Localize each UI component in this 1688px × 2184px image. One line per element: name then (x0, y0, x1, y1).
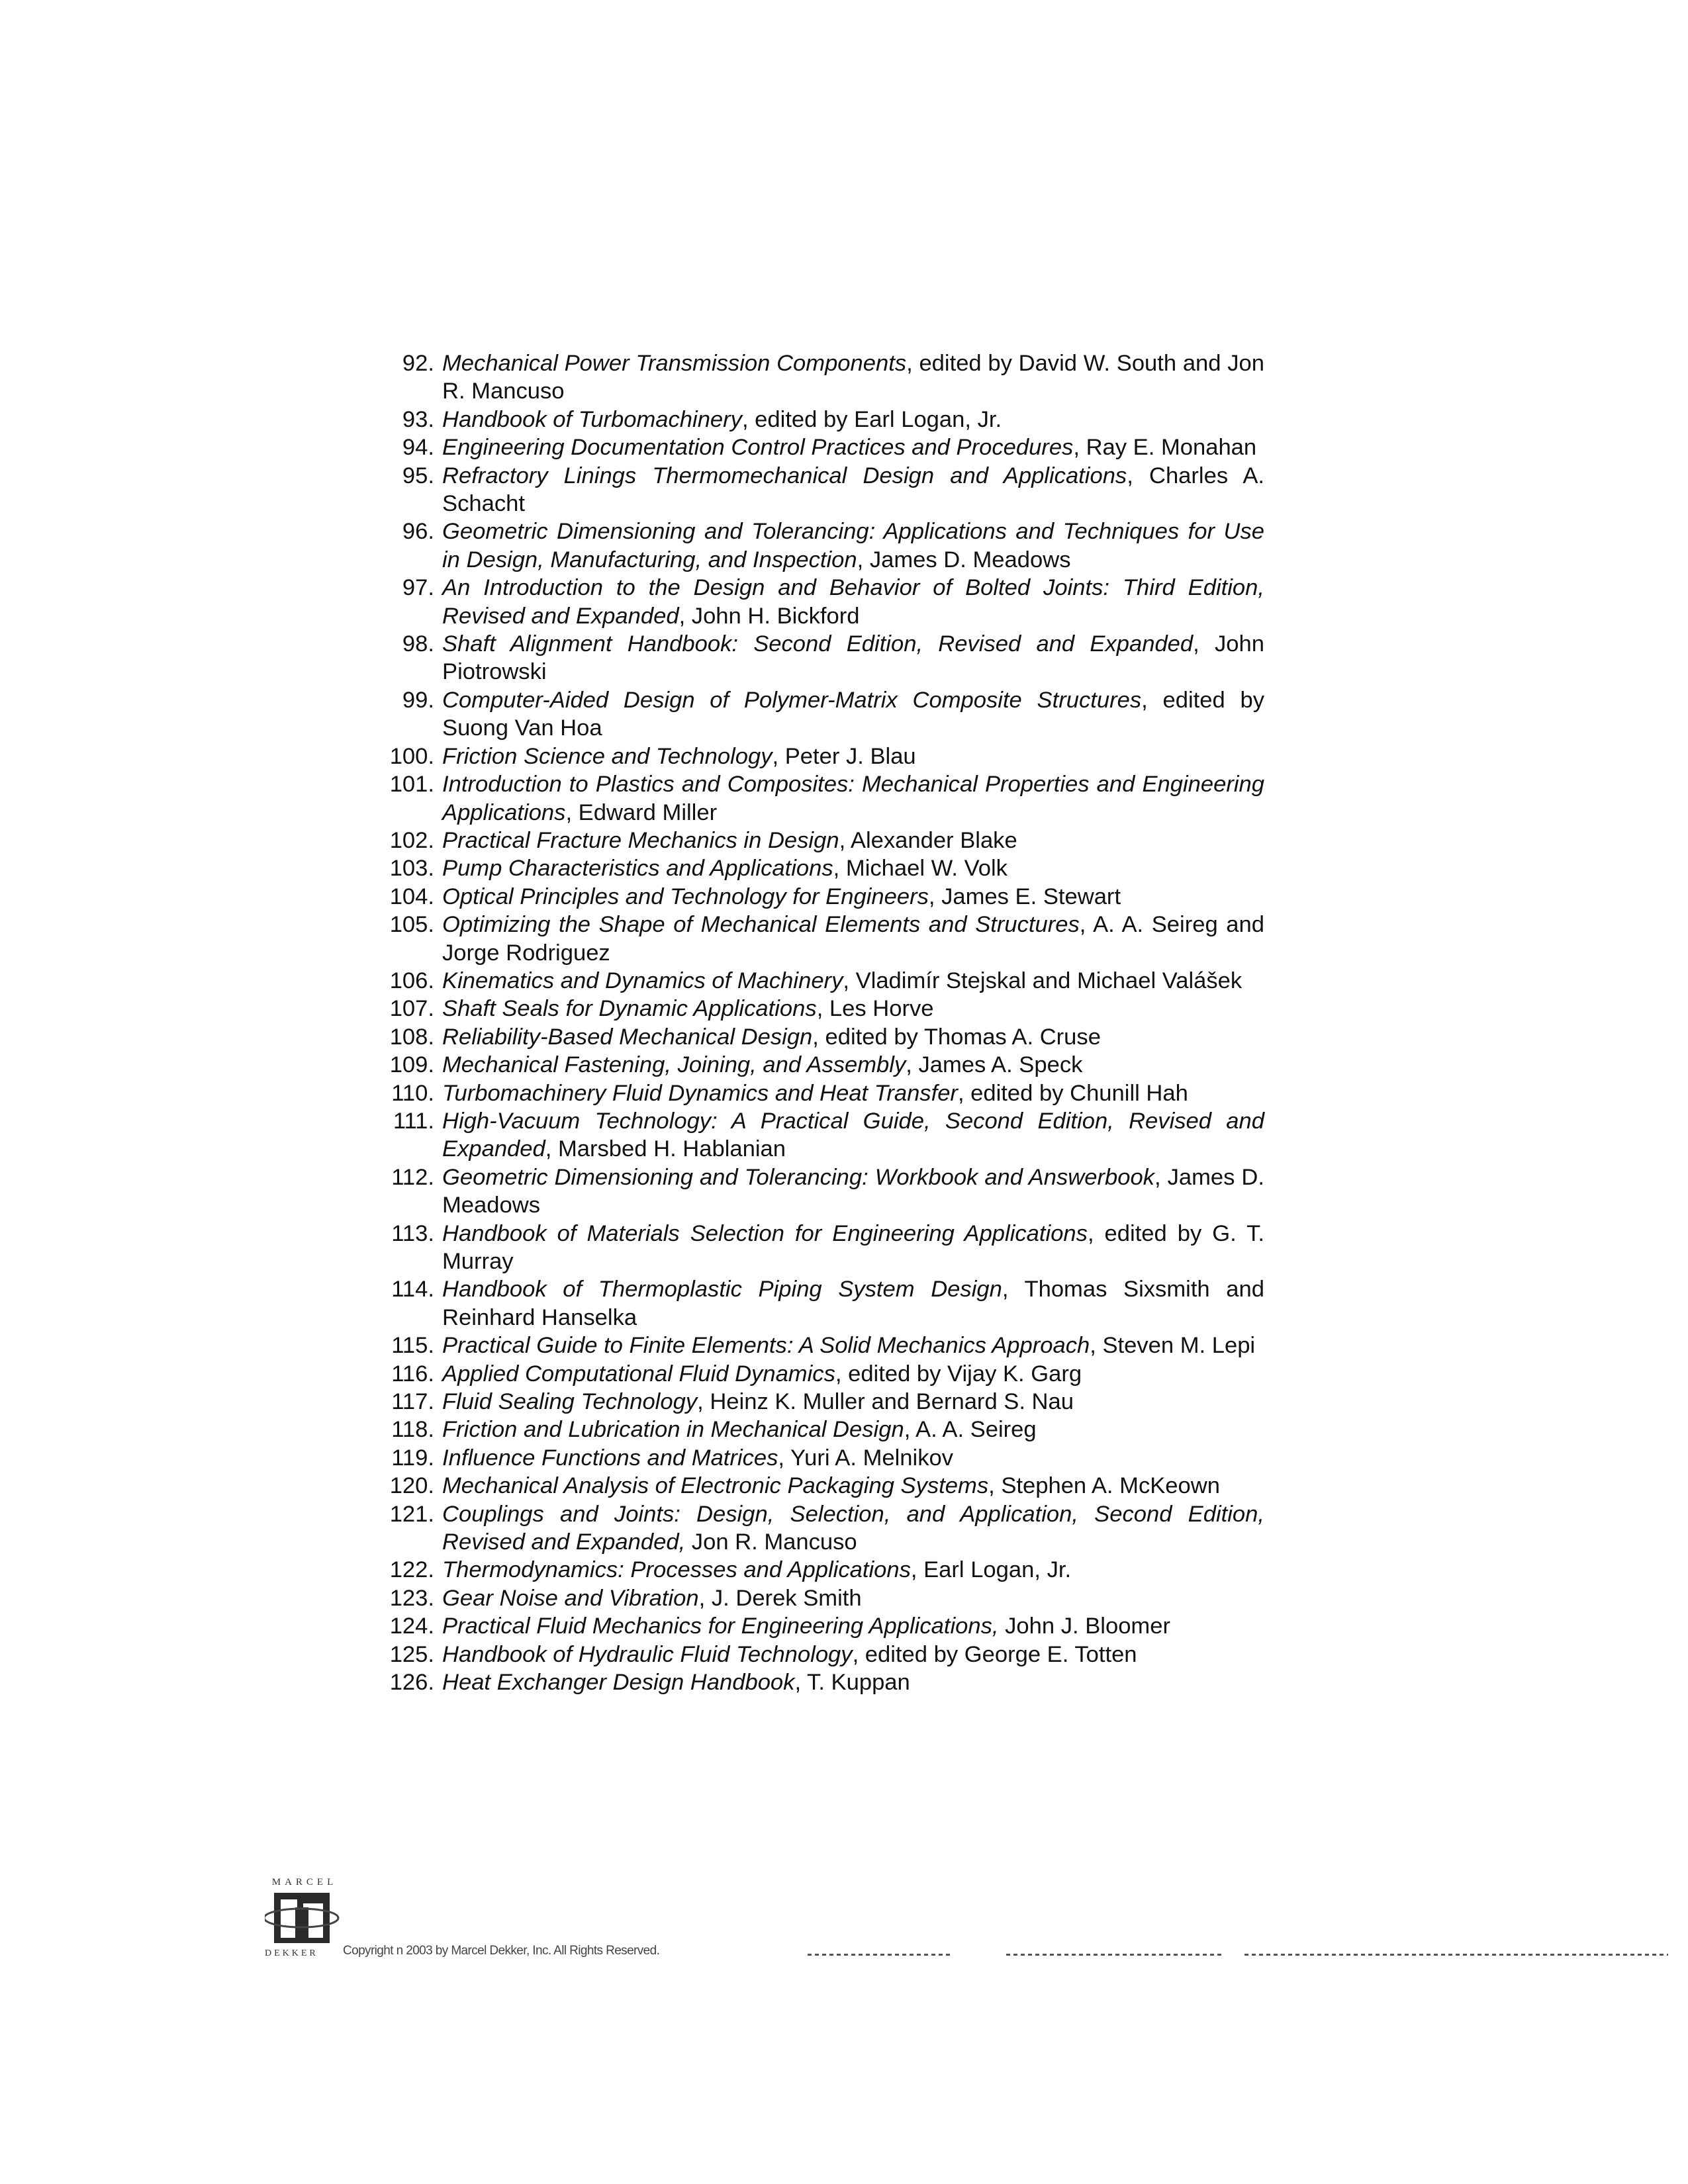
list-item (371, 1051, 1264, 1079)
list-item (371, 1444, 1264, 1472)
entry-authors: , T. Kuppan (794, 1670, 910, 1696)
entry-authors: , edited by Earl Logan, Jr. (741, 406, 1002, 432)
list-item (371, 686, 1264, 743)
list-item (371, 406, 1264, 433)
entry-title: Handbook of Hydraulic Fluid Technology (442, 1641, 853, 1667)
entry-title: Handbook of Thermoplastic Piping System Design (442, 1277, 1002, 1302)
list-item (371, 1275, 1264, 1332)
entry-number: 123. (389, 1585, 434, 1611)
entry-title: Computer-Aided Design of Polymer-Matrix Composite Structures (442, 687, 1142, 713)
entry-number: 125. (389, 1641, 434, 1667)
entry-authors: , Les Horve (816, 996, 934, 1022)
entry-number: 106. (389, 968, 434, 993)
entry-authors: Jon R. Mancuso (685, 1529, 857, 1555)
svg-text:DEKKER: DEKKER (265, 1948, 318, 1958)
entry-authors: , Earl Logan, Jr. (910, 1557, 1072, 1583)
entry-number: 118. (391, 1417, 434, 1443)
publisher-logo (265, 1873, 344, 1959)
list-item (371, 1416, 1264, 1443)
entry-title: An Introduction to the Design and Behavior of Bolted Joints: Third Edition, Revised and Expanded (442, 575, 1264, 629)
entry-authors: , Edward Miller (565, 799, 718, 825)
entry-number: 99. (402, 687, 434, 713)
entry-number: 112. (391, 1164, 434, 1190)
list-item (371, 1360, 1264, 1388)
entry-title: Reliability-Based Mechanical Design (442, 1024, 813, 1050)
list-item (371, 630, 1264, 686)
entry-number: 120. (389, 1473, 434, 1499)
list-item (371, 743, 1264, 770)
entry-number: 103. (389, 856, 434, 882)
entry-authors: , Charles A. Schacht (442, 463, 1265, 517)
list-item (371, 1500, 1264, 1557)
list-item (371, 1584, 1264, 1612)
entry-title: Friction Science and Technology (442, 743, 773, 769)
entry-number: 117. (391, 1389, 434, 1415)
entry-number: 122. (389, 1557, 434, 1583)
list-item (371, 1220, 1264, 1276)
entry-authors: , Alexander Blake (839, 827, 1017, 853)
list-item (371, 1107, 1264, 1163)
entry-authors: , James A. Speck (906, 1052, 1083, 1078)
entry-number: 101. (389, 772, 434, 797)
entry-number: 121. (389, 1501, 434, 1527)
entry-authors: , edited by David W. South and Jon R. Mancuso (442, 351, 1264, 404)
list-item (371, 967, 1264, 995)
entry-number: 115. (391, 1333, 434, 1359)
entry-number: 114. (391, 1277, 434, 1302)
entry-title: Mechanical Analysis of Electronic Packaging Systems (442, 1473, 989, 1499)
entry-title: Geometric Dimensioning and Tolerancing: Workbook and Answerbook (442, 1164, 1154, 1190)
list-item (371, 883, 1264, 911)
entry-title: Practical Fracture Mechanics in Design (442, 827, 839, 853)
entry-title: Influence Functions and Matrices (442, 1445, 778, 1471)
entry-title: Shaft Seals for Dynamic Applications (442, 996, 817, 1022)
copyright-notice: Copyright n 2003 by Marcel Dekker, Inc. All Rights Reserved. (343, 1944, 660, 1958)
entry-authors: , edited by Vijay K. Garg (835, 1361, 1082, 1387)
entry-authors: , A. A. Seireg (904, 1417, 1037, 1443)
entry-title: Handbook of Materials Selection for Engineering Applications (442, 1220, 1088, 1246)
entry-number: 96. (402, 519, 434, 545)
entry-title: Refractory Linings Thermomechanical Design and Applications (442, 463, 1127, 488)
entry-authors: , edited by Suong Van Hoa (442, 687, 1264, 741)
entry-number: 109. (389, 1052, 434, 1078)
list-item (371, 1023, 1264, 1051)
entry-title: Mechanical Fastening, Joining, and Assembly (442, 1052, 906, 1078)
entry-number: 104. (389, 884, 434, 909)
entry-number: 94. (402, 435, 434, 461)
list-item (371, 1388, 1264, 1416)
entry-title: Introduction to Plastics and Composites: Mechanical Properties and Engineering Applications (442, 772, 1264, 825)
list-item (371, 1668, 1264, 1696)
entry-number: 124. (389, 1614, 434, 1639)
entry-title: Shaft Alignment Handbook: Second Edition, Revised and Expanded (442, 631, 1194, 657)
entry-title: Turbomachinery Fluid Dynamics and Heat Transfer (442, 1080, 958, 1106)
list-item (371, 827, 1264, 854)
list-item (371, 462, 1264, 518)
entry-number: 111. (393, 1108, 434, 1134)
entry-number: 105. (389, 912, 434, 938)
list-item (371, 1641, 1264, 1668)
entry-authors: , John H. Bickford (679, 603, 860, 629)
entry-title: Practical Fluid Mechanics for Engineering Applications, (442, 1614, 999, 1639)
entry-authors: , Marsbed H. Hablanian (545, 1136, 786, 1162)
entry-authors: , James D. Meadows (857, 547, 1071, 572)
entry-authors: , Ray E. Monahan (1073, 435, 1257, 461)
entry-authors: , edited by G. T. Murray (442, 1220, 1265, 1274)
entry-title: Practical Guide to Finite Elements: A Solid Mechanics Approach (442, 1333, 1090, 1359)
entry-number: 110. (391, 1080, 434, 1106)
entry-authors: , A. A. Seireg and Jorge Rodriguez (442, 912, 1264, 966)
entry-title: High-Vacuum Technology: A Practical Guide, Second Edition, Revised and Expanded (442, 1108, 1264, 1162)
entry-authors: , edited by Chunill Hah (957, 1080, 1188, 1106)
entry-number: 108. (389, 1024, 434, 1050)
entry-title: Mechanical Power Transmission Components (442, 351, 907, 376)
list-item (371, 349, 1264, 406)
entry-title: Gear Noise and Vibration (442, 1585, 699, 1611)
entry-authors: , Peter J. Blau (772, 743, 916, 769)
list-item (371, 1079, 1264, 1107)
entry-title: Fluid Sealing Technology (442, 1389, 698, 1415)
entry-title: Engineering Documentation Control Practices and Procedures (442, 435, 1074, 461)
svg-text:MARCEL: MARCEL (271, 1877, 338, 1888)
entry-title: Friction and Lubrication in Mechanical Design (442, 1417, 904, 1443)
entry-authors: , Stephen A. McKeown (988, 1473, 1220, 1499)
entry-title: Heat Exchanger Design Handbook (442, 1670, 795, 1696)
list-item (371, 518, 1264, 574)
entry-title: Applied Computational Fluid Dynamics (442, 1361, 835, 1387)
entry-title: Thermodynamics: Processes and Applications (442, 1557, 911, 1583)
entry-number: 116. (391, 1361, 434, 1387)
entry-authors: , Heinz K. Muller and Bernard S. Nau (697, 1389, 1074, 1415)
entry-title: Geometric Dimensioning and Tolerancing: Applications and Techniques for Use in Design, Manufacturing, and Inspection (442, 519, 1264, 572)
entry-authors: , J. Derek Smith (698, 1585, 862, 1611)
entry-authors: , Michael W. Volk (833, 856, 1008, 882)
list-item (371, 1612, 1264, 1640)
entry-authors: , James E. Stewart (928, 884, 1121, 909)
entry-number: 113. (391, 1220, 434, 1246)
page-footer (265, 1873, 1403, 1966)
list-item (371, 911, 1264, 967)
list-item (371, 770, 1264, 827)
entry-title: Pump Characteristics and Applications (442, 856, 833, 882)
list-item (371, 854, 1264, 882)
entry-authors: , Steven M. Lepi (1090, 1333, 1256, 1359)
entry-authors: , Vladimír Stejskal and Michael Valášek (843, 968, 1243, 993)
list-item (371, 574, 1264, 630)
entry-title: Optimizing the Shape of Mechanical Elements and Structures (442, 912, 1080, 938)
list-item (371, 1556, 1264, 1584)
entry-number: 95. (402, 463, 434, 488)
entry-authors: , John Piotrowski (442, 631, 1264, 685)
list-item (371, 1472, 1264, 1500)
entry-number: 126. (389, 1670, 434, 1696)
entry-title: Kinematics and Dynamics of Machinery (442, 968, 843, 993)
series-list (371, 349, 1264, 1697)
entry-number: 102. (389, 827, 434, 853)
list-item (371, 1163, 1264, 1220)
entry-authors: John J. Bloomer (998, 1614, 1170, 1639)
entry-number: 97. (402, 575, 434, 601)
entry-authors: , edited by George E. Totten (852, 1641, 1137, 1667)
entry-number: 100. (389, 743, 434, 769)
entry-title: Couplings and Joints: Design, Selection, and Application, Second Edition, Revised and Expanded, (442, 1501, 1264, 1555)
list-item (371, 1332, 1264, 1359)
entry-title: Handbook of Turbomachinery (442, 406, 742, 432)
entry-number: 98. (402, 631, 434, 657)
entry-authors: , edited by Thomas A. Cruse (812, 1024, 1101, 1050)
entry-authors: , Yuri A. Melnikov (778, 1445, 954, 1471)
list-item (371, 433, 1264, 461)
entry-number: 92. (402, 351, 434, 376)
entry-title: Optical Principles and Technology for Engineers (442, 884, 929, 909)
entry-number: 119. (391, 1445, 434, 1471)
entry-number: 107. (389, 996, 434, 1022)
entry-authors: , James D. Meadows (442, 1164, 1264, 1218)
entry-number: 93. (402, 406, 434, 432)
entry-authors: , Thomas Sixsmith and Reinhard Hanselka (442, 1277, 1264, 1330)
list-item (371, 995, 1264, 1023)
